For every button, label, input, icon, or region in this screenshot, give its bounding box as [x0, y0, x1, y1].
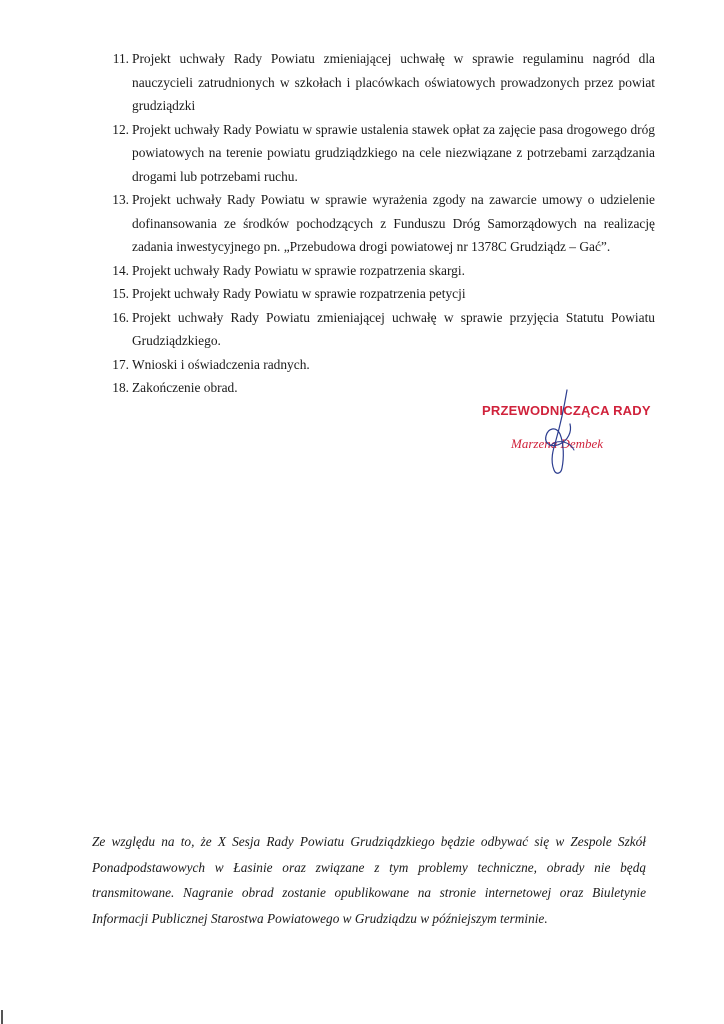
agenda-item-text: Projekt uchwały Rady Powiatu w sprawie rozpatrzenia petycji [132, 286, 466, 301]
agenda-item-text: Wnioski i oświadczenia radnych. [132, 356, 310, 372]
notice-paragraph: Ze względu na to, że X Sesja Rady Powiatu Grudziądzkiego będzie odbywać się w Zespole Szkół Ponadpodstawowych w Łasinie oraz związane z tym problemy techniczne, obrady nie będą transmitowane. Nagranie obrad zostanie opublikowane na stronie internetowej oraz Biuletynie Informacji Publicznej Starostwa Powiatowego w Grudziądzu w późniejszym terminie. [92, 834, 646, 926]
agenda-item-number: 12. [112, 121, 129, 137]
agenda-item-number: 17. [112, 356, 129, 372]
agenda-item-text: Projekt uchwały Rady Powiatu zmieniającej uchwałę w sprawie przyjęcia Statutu Powiatu Grudziądzkiego. [132, 309, 655, 348]
agenda-item [103, 282, 655, 306]
agenda-item-number: 15. [112, 286, 129, 301]
agenda-item [103, 259, 655, 283]
handwritten-signature [520, 388, 600, 478]
agenda-item-text: Projekt uchwały Rady Powiatu w sprawie ustalenia stawek opłat za zajęcie pasa drogowego dróg powiatowych na terenie powiatu grudziądzkiego na cele niezwiązane z potrzebami zarządzania drogami lub potrzebami ruchu. [132, 121, 655, 184]
agenda-item-number: 18. [112, 380, 129, 395]
agenda-item [103, 188, 655, 259]
stamp-title: PRZEWODNICZĄCA RADY [482, 403, 651, 418]
agenda-item [103, 306, 655, 353]
scan-edge-mark [1, 1010, 3, 1024]
agenda-item-text: Zakończenie obrad. [132, 380, 238, 395]
agenda-item-text: Projekt uchwały Rady Powiatu w sprawie rozpatrzenia skargi. [132, 262, 465, 278]
agenda-item-text: Projekt uchwały Rady Powiatu zmieniającej uchwałę w sprawie regulaminu nagród dla nauczycieli zatrudnionych w szkołach i placówkach oświatowych prowadzonych przez powiat grudziądzki [132, 51, 655, 113]
agenda-item-text: Projekt uchwały Rady Powiatu w sprawie wyrażenia zgody na zawarcie umowy o udzielenie dofinansowania ze środków pochodzących z Funduszu Dróg Samorządowych na realizację zadania inwestycyjnego pn. „Przebudowa drogi powiatowej nr 1378C Grudziądz – Gać”. [132, 192, 655, 254]
agenda-list [103, 47, 655, 400]
agenda-item-number: 16. [112, 309, 129, 325]
agenda-item-number: 11. [112, 51, 129, 66]
agenda-item-number: 13. [112, 192, 129, 207]
agenda-item [103, 353, 655, 377]
agenda-item-number: 14. [112, 262, 129, 278]
stamp-name: Marzena Dembek [511, 436, 604, 451]
agenda-item [103, 47, 655, 118]
agenda-item [103, 118, 655, 189]
